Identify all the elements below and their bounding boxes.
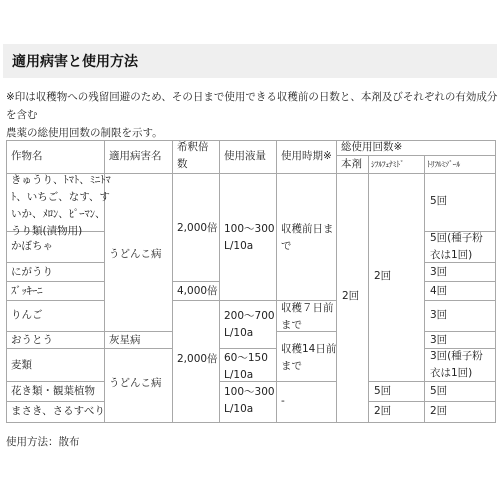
usage-note: ※印は収穫物への残留回避のため、その日まで使用できる収穫前の日数と、本剤及びそれぞれの有効成分を含む 農薬の総使用回数の制限を示す。	[6, 91, 498, 139]
dilution-value: 2,000倍	[177, 353, 218, 365]
ingredient-2-count: 2回	[430, 405, 448, 417]
ingredient-1-count: 2回	[374, 405, 392, 417]
crop-name: ｽﾞｯｷｰﾆ	[11, 285, 43, 297]
header-timing: 使用時期※	[281, 150, 332, 162]
timing-value: 収穫７日前 まで	[281, 302, 334, 331]
dilution-value: 2,000倍	[177, 222, 218, 234]
ingredient-2-count: 5回(種子粉 衣は1回)	[430, 232, 483, 261]
crop-name: 麦類	[11, 359, 32, 371]
disease-name: 灰星病	[109, 334, 141, 346]
timing-value: 収穫14日前 まで	[281, 343, 337, 372]
ingredient-1-count: 2回	[374, 270, 392, 282]
header-ingredient-1: ｼﾌﾙﾌｪﾅﾐﾄﾞ	[371, 160, 404, 169]
header-product: 本剤	[341, 158, 362, 170]
crop-name: おうとう	[11, 334, 53, 346]
header-ingredient-2: ﾄﾘﾌﾙﾐｿﾞｰﾙ	[427, 160, 460, 169]
ingredient-1-count: 5回	[374, 385, 392, 397]
volume-value: 100～300 L/10a	[224, 223, 275, 252]
ingredient-2-count: 5回	[430, 385, 448, 397]
ingredient-2-count: 3回	[430, 266, 448, 278]
product-count: 2回	[342, 290, 360, 302]
crop-name: りんご	[11, 309, 43, 321]
timing-value: 収穫前日ま で	[281, 223, 334, 252]
crop-name: かぼちゃ	[11, 240, 53, 252]
header-volume: 使用液量	[224, 150, 266, 162]
volume-value: 100～300 L/10a	[224, 386, 275, 415]
section-title: 適用病害と使用方法	[3, 44, 497, 78]
ingredient-2-count: 4回	[430, 285, 448, 297]
disease-name: うどんこ病	[109, 377, 162, 389]
crop-name: まさき、さるすべり	[11, 405, 105, 417]
ingredient-2-count: 3回	[430, 334, 448, 346]
disease-name: うどんこ病	[109, 248, 162, 260]
crop-name: きゅうり、ﾄﾏﾄ、ﾐﾆﾄﾏ ﾄ、いちご、なす、す いか、ﾒﾛﾝ、ﾋﾟｰﾏﾝ、 うり類(漬物用)	[11, 174, 111, 237]
volume-value: 200～700 L/10a	[224, 310, 275, 339]
header-dilution: 希釈倍 数	[177, 141, 209, 170]
crop-name: 花き類・観葉植物	[11, 385, 95, 397]
usage-method: 使用方法：散布	[6, 436, 80, 448]
ingredient-2-count: 3回(種子粉 衣は1回)	[430, 350, 483, 379]
volume-value: 60～150 L/10a	[224, 352, 268, 381]
timing-value: -	[281, 395, 285, 407]
ingredient-2-count: 5回	[430, 195, 448, 207]
header-total-count: 総使用回数※	[341, 141, 403, 153]
header-disease: 適用病害名	[109, 150, 162, 162]
dilution-value: 4,000倍	[177, 285, 218, 297]
crop-name: にがうり	[11, 266, 53, 278]
header-crop: 作物名	[11, 150, 43, 162]
ingredient-2-count: 3回	[430, 309, 448, 321]
